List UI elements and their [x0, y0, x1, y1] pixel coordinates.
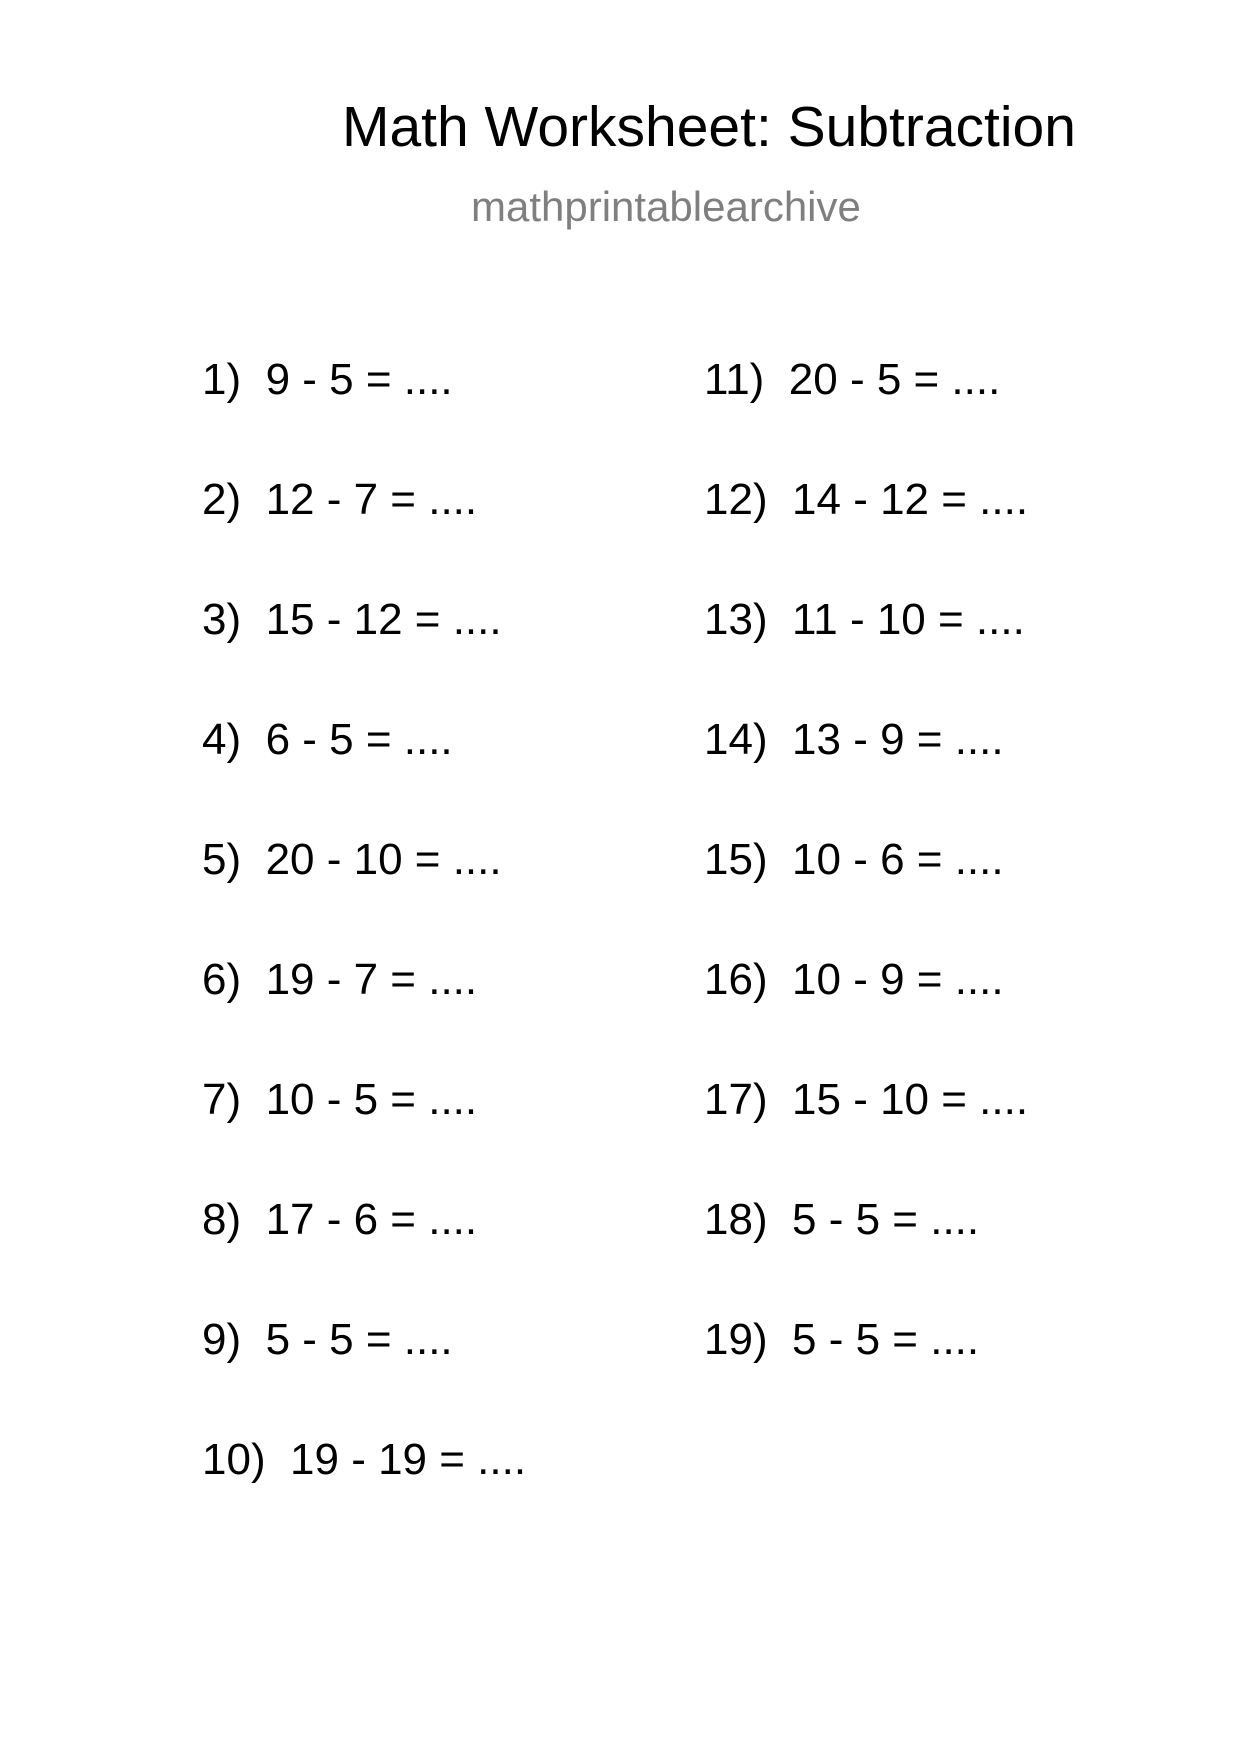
- problem-16: 16) 10 - 9 = ....: [704, 955, 1004, 1004]
- problem-17: 17) 15 - 10 = ....: [704, 1075, 1029, 1124]
- problem-6: 6) 19 - 7 = ....: [202, 955, 478, 1004]
- problem-12: 12) 14 - 12 = ....: [704, 475, 1029, 524]
- problem-19: 19) 5 - 5 = ....: [704, 1315, 980, 1364]
- problem-15: 15) 10 - 6 = ....: [704, 835, 1004, 884]
- problem-8: 8) 17 - 6 = ....: [202, 1195, 478, 1244]
- problem-3: 3) 15 - 12 = ....: [202, 595, 502, 644]
- problem-7: 7) 10 - 5 = ....: [202, 1075, 478, 1124]
- problem-4: 4) 6 - 5 = ....: [202, 715, 453, 764]
- problem-11: 11) 20 - 5 = ....: [704, 355, 1001, 404]
- problem-10: 10) 19 - 19 = ....: [202, 1435, 527, 1484]
- problem-18: 18) 5 - 5 = ....: [704, 1195, 980, 1244]
- problem-1: 1) 9 - 5 = ....: [202, 355, 453, 404]
- problem-14: 14) 13 - 9 = ....: [704, 715, 1004, 764]
- problem-5: 5) 20 - 10 = ....: [202, 835, 502, 884]
- problem-13: 13) 11 - 10 = ....: [704, 595, 1025, 644]
- problem-9: 9) 5 - 5 = ....: [202, 1315, 453, 1364]
- problem-2: 2) 12 - 7 = ....: [202, 475, 478, 524]
- page-subtitle: mathprintablearchive: [471, 183, 861, 230]
- page-title: Math Worksheet: Subtraction: [342, 95, 1076, 159]
